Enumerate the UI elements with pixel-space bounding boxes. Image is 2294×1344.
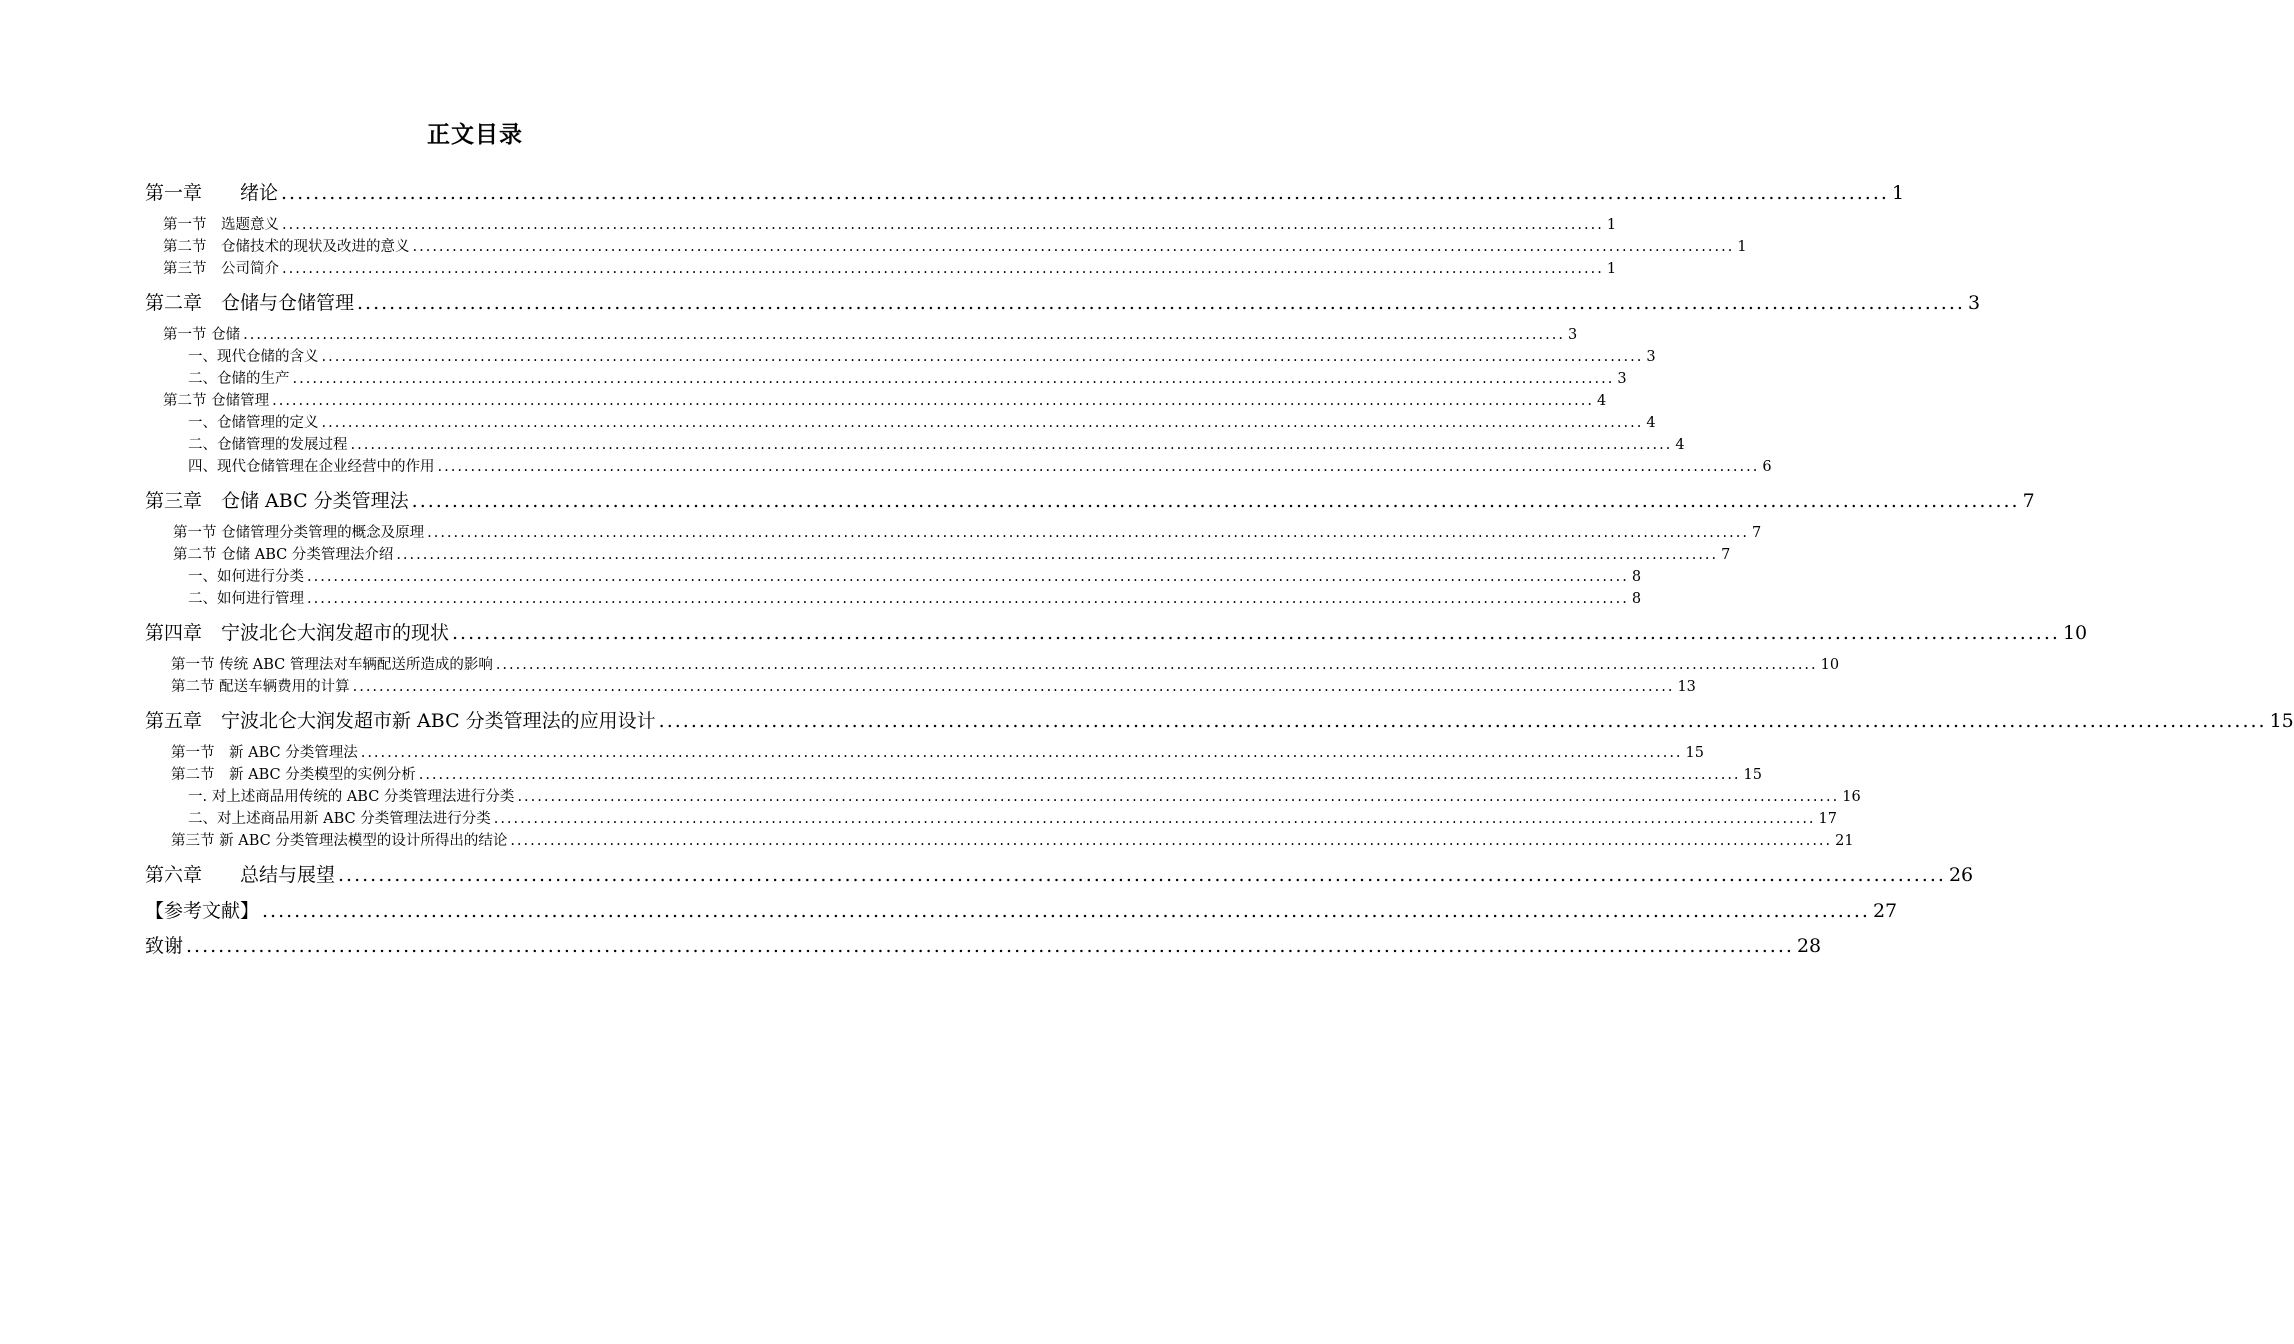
toc-leader-dots: ........................................................................................................................................................................................................	[292, 371, 1615, 387]
toc-entry[interactable]	[145, 486, 2035, 513]
toc-entry[interactable]	[171, 763, 1762, 784]
toc-leader-dots: ........................................................................................................................................................................................................	[360, 745, 1683, 761]
toc-entry-text: 第二章 仓储与仓储管理	[145, 292, 355, 314]
toc-leader-dots: ........................................................................................................................................................................................................	[510, 833, 1833, 849]
toc-page-number: 6	[1762, 459, 1772, 475]
toc-page-number: 13	[1677, 679, 1696, 695]
toc-entry-text: 二、仓储的生产	[188, 371, 290, 387]
toc-entry-text: 【参考文献】	[145, 900, 260, 922]
toc-entry-text: 一、如何进行分类	[188, 569, 304, 585]
toc-page-number: 3	[1567, 327, 1578, 343]
toc-page-number: 4	[1596, 393, 1607, 409]
toc-leader-dots: ........................................................................................................................................................................................................	[418, 767, 1741, 783]
toc-leader-dots: ........................................................................................................................................................................................................	[307, 591, 1629, 607]
toc-entry[interactable]	[145, 931, 1822, 958]
toc-entry[interactable]	[145, 706, 2294, 733]
toc-entry[interactable]	[163, 257, 1617, 278]
toc-leader-dots: ........................................................................................................................................................................................................	[282, 261, 1604, 277]
page-title: 正文目录	[427, 122, 523, 148]
toc-leader-dots: ........................................................................................................................................................................................................	[452, 622, 2060, 644]
toc-page-number: 1	[1606, 217, 1617, 233]
toc-leader-dots: ........................................................................................................................................................................................................	[243, 327, 1565, 343]
toc-leader-dots: ........................................................................................................................................................................................................	[437, 459, 1760, 475]
toc-entry-text: 第二节 配送车辆费用的计算	[171, 679, 350, 695]
toc-entry[interactable]	[163, 235, 1747, 256]
toc-page-number: 7	[1721, 547, 1731, 563]
toc-entry-text: 第一节 传统 ABC 管理法对车辆配送所造成的影响	[171, 657, 493, 673]
toc-entry-text: 第三章 仓储 ABC 分类管理法	[145, 490, 409, 512]
toc-leader-dots: ........................................................................................................................................................................................................	[282, 217, 1604, 233]
toc-entry-text: 致谢	[145, 935, 184, 957]
toc-page-number: 15	[1685, 745, 1704, 761]
toc-page-number: 26	[1948, 864, 1974, 886]
toc-entry-text: 一. 对上述商品用传统的 ABC 分类管理法进行分类	[188, 789, 515, 805]
toc-entry[interactable]	[163, 389, 1607, 410]
toc-page-number: 3	[1646, 349, 1656, 365]
toc-page-number: 10	[1820, 657, 1840, 673]
toc-page-number: 15	[1743, 767, 1762, 783]
toc-entry-text: 第一节 仓储	[163, 327, 241, 343]
toc-page-number: 17	[1818, 811, 1837, 827]
toc-entry-text: 第三节 公司简介	[163, 261, 279, 277]
toc-leader-dots: ........................................................................................................................................................................................................	[412, 239, 1735, 255]
toc-leader-dots: ........................................................................................................................................................................................................	[517, 789, 1840, 805]
toc-entry[interactable]	[171, 675, 1696, 696]
toc-leader-dots: ........................................................................................................................................................................................................	[262, 900, 1870, 922]
toc-entry[interactable]	[188, 565, 1642, 586]
toc-entry-text: 二、仓储管理的发展过程	[188, 437, 348, 453]
toc-entry-text: 第二节 仓储 ABC 分类管理法介绍	[173, 547, 394, 563]
toc-entry-text: 二、如何进行管理	[188, 591, 304, 607]
toc-entry[interactable]	[188, 367, 1627, 388]
toc-page-number: 8	[1631, 569, 1642, 585]
toc-entry[interactable]	[163, 323, 1578, 344]
toc-page-number: 7	[2022, 490, 2035, 512]
toc-leader-dots: ........................................................................................................................................................................................................	[495, 657, 1818, 673]
toc-page-number: 21	[1835, 833, 1854, 849]
toc-entry-text: 第二节 仓储技术的现状及改进的意义	[163, 239, 410, 255]
toc-page-number: 3	[1967, 292, 1981, 314]
toc-entry[interactable]	[171, 829, 1854, 850]
toc-entry[interactable]	[145, 288, 1981, 315]
toc-leader-dots: ........................................................................................................................................................................................................	[186, 935, 1794, 957]
toc-entry[interactable]	[188, 455, 1772, 476]
toc-entry[interactable]	[171, 741, 1704, 762]
toc-leader-dots: ........................................................................................................................................................................................................	[350, 437, 1673, 453]
toc-entry-text: 一、现代仓储的含义	[188, 349, 319, 365]
toc-page-number: 8	[1631, 591, 1642, 607]
toc-entry-text: 第二节 仓储管理	[163, 393, 270, 409]
toc-leader-dots: ........................................................................................................................................................................................................	[658, 710, 2267, 732]
toc-leader-dots: ........................................................................................................................................................................................................	[321, 349, 1644, 365]
toc-page-number: 15	[2269, 710, 2294, 732]
toc-entry[interactable]	[145, 860, 1974, 887]
toc-entry[interactable]	[188, 433, 1685, 454]
toc-page-number: 1	[1891, 182, 1905, 204]
toc-leader-dots: ........................................................................................................................................................................................................	[272, 393, 1594, 409]
toc-entry[interactable]	[188, 785, 1861, 806]
toc-entry-text: 第二节 新 ABC 分类模型的实例分析	[171, 767, 416, 783]
toc-page-number: 10	[2062, 622, 2088, 644]
toc-leader-dots: ........................................................................................................................................................................................................	[321, 415, 1644, 431]
toc-leader-dots: ........................................................................................................................................................................................................	[427, 525, 1749, 541]
toc-entry-text: 第一节 新 ABC 分类管理法	[171, 745, 358, 761]
toc-entry[interactable]	[188, 345, 1656, 366]
toc-leader-dots: ........................................................................................................................................................................................................	[493, 811, 1816, 827]
toc-leader-dots: ........................................................................................................................................................................................................	[352, 679, 1675, 695]
toc-entry[interactable]	[163, 213, 1617, 234]
toc-page-number: 4	[1675, 437, 1685, 453]
toc-page-number: 28	[1796, 935, 1822, 957]
toc-entry[interactable]	[188, 411, 1656, 432]
toc-entry-text: 第三节 新 ABC 分类管理法模型的设计所得出的结论	[171, 833, 508, 849]
toc-entry-text: 二、对上述商品用新 ABC 分类管理法进行分类	[188, 811, 491, 827]
toc-entry[interactable]	[171, 653, 1840, 674]
toc-page-number: 4	[1646, 415, 1656, 431]
toc-entry[interactable]	[145, 178, 1905, 205]
toc-entry[interactable]	[188, 807, 1837, 828]
toc-leader-dots: ........................................................................................................................................................................................................	[357, 292, 1965, 314]
toc-entry[interactable]	[188, 587, 1642, 608]
toc-entry-text: 第五章 宁波北仑大润发超市新 ABC 分类管理法的应用设计	[145, 710, 656, 732]
toc-entry-text: 一、仓储管理的定义	[188, 415, 319, 431]
toc-page-number: 1	[1606, 261, 1617, 277]
toc-entry-text: 第六章 总结与展望	[145, 864, 336, 886]
toc-leader-dots: ........................................................................................................................................................................................................	[307, 569, 1629, 585]
toc-entry[interactable]	[145, 618, 2088, 645]
toc-entry-text: 第一节 仓储管理分类管理的概念及原理	[173, 525, 425, 541]
toc-leader-dots: ........................................................................................................................................................................................................	[281, 182, 1889, 204]
toc-entry[interactable]	[145, 896, 1898, 923]
toc-entry-text: 四、现代仓储管理在企业经营中的作用	[188, 459, 435, 475]
toc-page-number: 1	[1737, 239, 1747, 255]
toc-entry-text: 第一节 选题意义	[163, 217, 279, 233]
toc-entry-text: 第一章 绪论	[145, 182, 279, 204]
toc-leader-dots: ........................................................................................................................................................................................................	[396, 547, 1719, 563]
toc-page-number: 27	[1872, 900, 1898, 922]
toc-entry-text: 第四章 宁波北仑大润发超市的现状	[145, 622, 450, 644]
toc-page-number: 3	[1617, 371, 1627, 387]
toc-page-number: 16	[1842, 789, 1861, 805]
toc-page-number: 7	[1751, 525, 1762, 541]
toc-entry[interactable]	[173, 543, 1731, 564]
toc-leader-dots: ........................................................................................................................................................................................................	[411, 490, 2020, 512]
toc-entry[interactable]	[173, 521, 1762, 542]
toc-leader-dots: ........................................................................................................................................................................................................	[338, 864, 1946, 886]
